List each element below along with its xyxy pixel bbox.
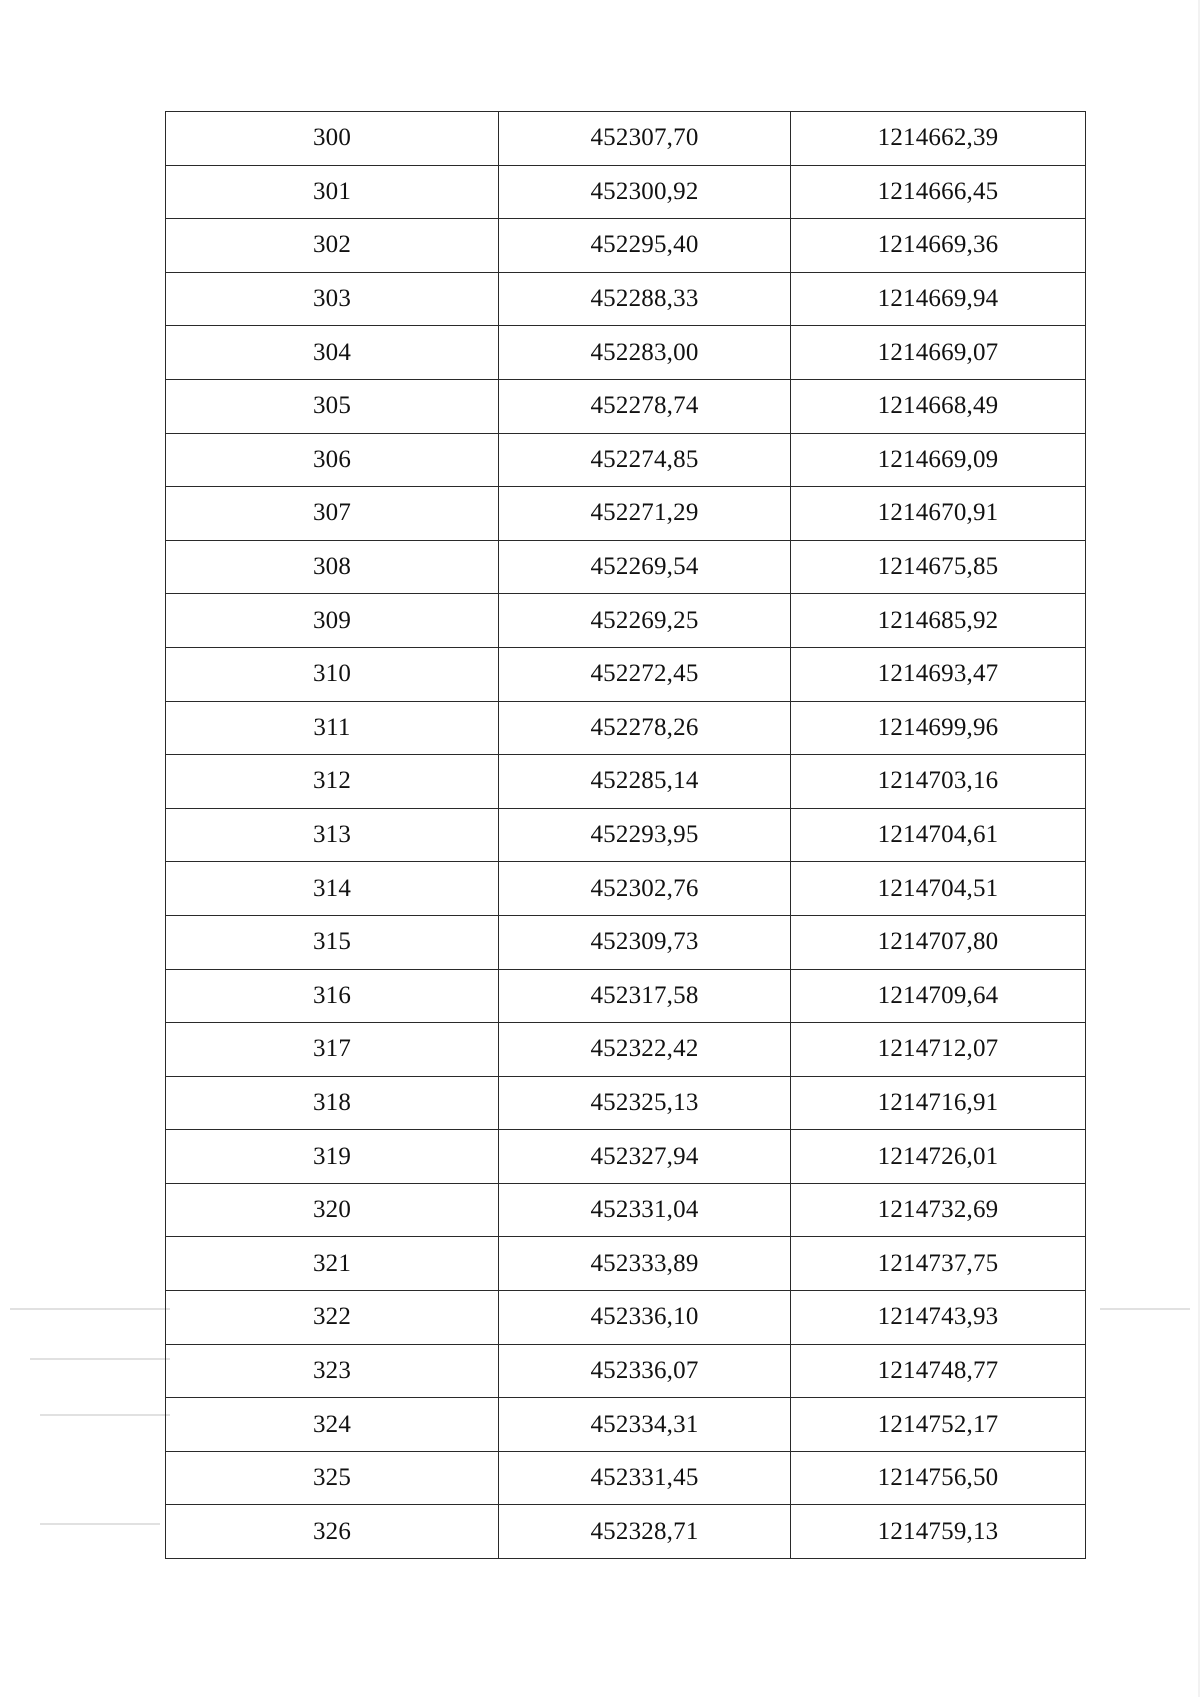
scan-artifact bbox=[40, 1414, 170, 1416]
x-coordinate-cell: 452278,74 bbox=[499, 379, 791, 433]
x-coordinate-cell: 452271,29 bbox=[499, 487, 791, 541]
scan-artifact bbox=[1100, 1308, 1190, 1310]
y-coordinate-cell: 1214669,07 bbox=[791, 326, 1086, 380]
x-coordinate-cell: 452283,00 bbox=[499, 326, 791, 380]
point-number-cell: 313 bbox=[166, 808, 499, 862]
y-coordinate-cell: 1214752,17 bbox=[791, 1398, 1086, 1452]
y-coordinate-cell: 1214693,47 bbox=[791, 647, 1086, 701]
scan-artifact bbox=[40, 1523, 160, 1525]
point-number-cell: 310 bbox=[166, 647, 499, 701]
table-row bbox=[166, 487, 1086, 541]
point-number-cell: 320 bbox=[166, 1183, 499, 1237]
y-coordinate-cell: 1214743,93 bbox=[791, 1291, 1086, 1345]
x-coordinate-cell: 452300,92 bbox=[499, 165, 791, 219]
y-coordinate-cell: 1214704,51 bbox=[791, 862, 1086, 916]
x-coordinate-cell: 452325,13 bbox=[499, 1076, 791, 1130]
table-row bbox=[166, 379, 1086, 433]
x-coordinate-cell: 452272,45 bbox=[499, 647, 791, 701]
y-coordinate-cell: 1214699,96 bbox=[791, 701, 1086, 755]
table-row bbox=[166, 1451, 1086, 1505]
x-coordinate-cell: 452307,70 bbox=[499, 112, 791, 166]
y-coordinate-cell: 1214707,80 bbox=[791, 915, 1086, 969]
point-number-cell: 311 bbox=[166, 701, 499, 755]
scan-artifact bbox=[10, 1308, 170, 1310]
table-row bbox=[166, 808, 1086, 862]
table-row bbox=[166, 701, 1086, 755]
y-coordinate-cell: 1214737,75 bbox=[791, 1237, 1086, 1291]
y-coordinate-cell: 1214669,94 bbox=[791, 272, 1086, 326]
point-number-cell: 302 bbox=[166, 219, 499, 273]
x-coordinate-cell: 452333,89 bbox=[499, 1237, 791, 1291]
y-coordinate-cell: 1214712,07 bbox=[791, 1023, 1086, 1077]
y-coordinate-cell: 1214726,01 bbox=[791, 1130, 1086, 1184]
x-coordinate-cell: 452334,31 bbox=[499, 1398, 791, 1452]
table-row bbox=[166, 647, 1086, 701]
point-number-cell: 307 bbox=[166, 487, 499, 541]
x-coordinate-cell: 452328,71 bbox=[499, 1505, 791, 1559]
table-row bbox=[166, 272, 1086, 326]
table-row bbox=[166, 1237, 1086, 1291]
y-coordinate-cell: 1214669,09 bbox=[791, 433, 1086, 487]
table-row bbox=[166, 915, 1086, 969]
y-coordinate-cell: 1214666,45 bbox=[791, 165, 1086, 219]
point-number-cell: 326 bbox=[166, 1505, 499, 1559]
y-coordinate-cell: 1214703,16 bbox=[791, 755, 1086, 809]
point-number-cell: 325 bbox=[166, 1451, 499, 1505]
table-row bbox=[166, 969, 1086, 1023]
table-row bbox=[166, 1023, 1086, 1077]
point-number-cell: 301 bbox=[166, 165, 499, 219]
x-coordinate-cell: 452302,76 bbox=[499, 862, 791, 916]
point-number-cell: 305 bbox=[166, 379, 499, 433]
point-number-cell: 303 bbox=[166, 272, 499, 326]
point-number-cell: 308 bbox=[166, 540, 499, 594]
point-number-cell: 321 bbox=[166, 1237, 499, 1291]
table-row bbox=[166, 1398, 1086, 1452]
y-coordinate-cell: 1214756,50 bbox=[791, 1451, 1086, 1505]
x-coordinate-cell: 452269,25 bbox=[499, 594, 791, 648]
x-coordinate-cell: 452317,58 bbox=[499, 969, 791, 1023]
table-row bbox=[166, 862, 1086, 916]
x-coordinate-cell: 452331,04 bbox=[499, 1183, 791, 1237]
table-row bbox=[166, 219, 1086, 273]
table-row bbox=[166, 1505, 1086, 1559]
table-row bbox=[166, 326, 1086, 380]
point-number-cell: 318 bbox=[166, 1076, 499, 1130]
y-coordinate-cell: 1214669,36 bbox=[791, 219, 1086, 273]
y-coordinate-cell: 1214748,77 bbox=[791, 1344, 1086, 1398]
x-coordinate-cell: 452269,54 bbox=[499, 540, 791, 594]
point-number-cell: 319 bbox=[166, 1130, 499, 1184]
x-coordinate-cell: 452274,85 bbox=[499, 433, 791, 487]
x-coordinate-cell: 452295,40 bbox=[499, 219, 791, 273]
scan-artifact bbox=[30, 1358, 170, 1360]
y-coordinate-cell: 1214670,91 bbox=[791, 487, 1086, 541]
x-coordinate-cell: 452322,42 bbox=[499, 1023, 791, 1077]
point-number-cell: 323 bbox=[166, 1344, 499, 1398]
coordinate-table bbox=[165, 111, 1086, 1559]
x-coordinate-cell: 452288,33 bbox=[499, 272, 791, 326]
table-row bbox=[166, 1344, 1086, 1398]
point-number-cell: 324 bbox=[166, 1398, 499, 1452]
x-coordinate-cell: 452336,10 bbox=[499, 1291, 791, 1345]
y-coordinate-cell: 1214668,49 bbox=[791, 379, 1086, 433]
x-coordinate-cell: 452285,14 bbox=[499, 755, 791, 809]
y-coordinate-cell: 1214716,91 bbox=[791, 1076, 1086, 1130]
y-coordinate-cell: 1214675,85 bbox=[791, 540, 1086, 594]
table-row bbox=[166, 1183, 1086, 1237]
point-number-cell: 306 bbox=[166, 433, 499, 487]
point-number-cell: 309 bbox=[166, 594, 499, 648]
point-number-cell: 304 bbox=[166, 326, 499, 380]
x-coordinate-cell: 452336,07 bbox=[499, 1344, 791, 1398]
table-row bbox=[166, 594, 1086, 648]
table-row bbox=[166, 755, 1086, 809]
point-number-cell: 316 bbox=[166, 969, 499, 1023]
table-row bbox=[166, 1076, 1086, 1130]
x-coordinate-cell: 452331,45 bbox=[499, 1451, 791, 1505]
point-number-cell: 314 bbox=[166, 862, 499, 916]
y-coordinate-cell: 1214709,64 bbox=[791, 969, 1086, 1023]
x-coordinate-cell: 452293,95 bbox=[499, 808, 791, 862]
x-coordinate-cell: 452278,26 bbox=[499, 701, 791, 755]
table-row bbox=[166, 1130, 1086, 1184]
point-number-cell: 300 bbox=[166, 112, 499, 166]
y-coordinate-cell: 1214732,69 bbox=[791, 1183, 1086, 1237]
point-number-cell: 312 bbox=[166, 755, 499, 809]
table-row bbox=[166, 1291, 1086, 1345]
x-coordinate-cell: 452309,73 bbox=[499, 915, 791, 969]
point-number-cell: 322 bbox=[166, 1291, 499, 1345]
y-coordinate-cell: 1214662,39 bbox=[791, 112, 1086, 166]
y-coordinate-cell: 1214685,92 bbox=[791, 594, 1086, 648]
point-number-cell: 315 bbox=[166, 915, 499, 969]
y-coordinate-cell: 1214704,61 bbox=[791, 808, 1086, 862]
x-coordinate-cell: 452327,94 bbox=[499, 1130, 791, 1184]
y-coordinate-cell: 1214759,13 bbox=[791, 1505, 1086, 1559]
point-number-cell: 317 bbox=[166, 1023, 499, 1077]
table-row bbox=[166, 433, 1086, 487]
table-row bbox=[166, 540, 1086, 594]
table-row bbox=[166, 165, 1086, 219]
coordinate-table-body bbox=[166, 112, 1086, 1559]
table-row bbox=[166, 112, 1086, 166]
